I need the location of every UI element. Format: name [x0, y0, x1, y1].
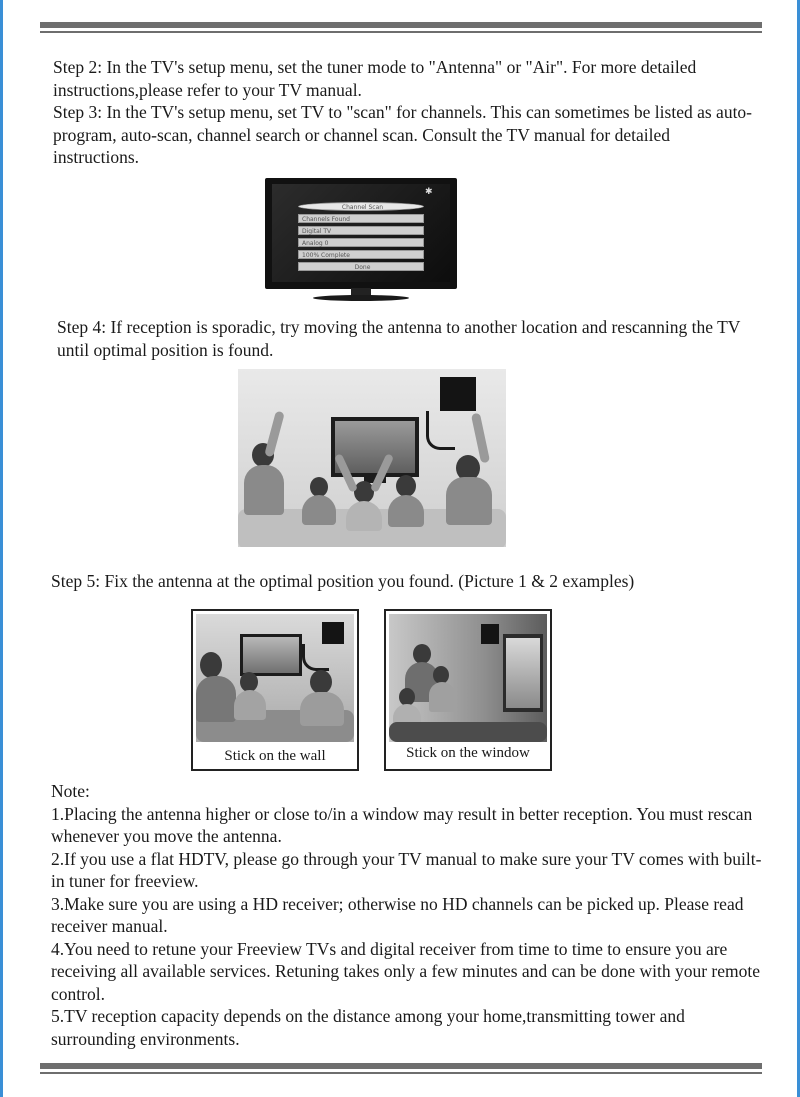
note-item: 5.TV reception capacity depends on the distance among your home,transmitting tower and surrounding environments. [51, 1006, 685, 1049]
note-item: 2.If you use a flat HDTV, please go through your TV manual to make sure your TV comes with built-in tuner for freeview. [51, 848, 762, 891]
bottom-rule [40, 1063, 762, 1074]
step-5-text: Step 5: Fix the antenna at the optimal position you found. (Picture 1 & 2 examples) [51, 571, 635, 591]
window-caption: Stick on the window [406, 745, 530, 761]
step-3-text: Step 3: In the TV's setup menu, set TV to "scan" for channels. This can sometimes be listed as auto-program, auto-scan, channel search or channel scan. Consult the TV manual for detailed instructions. [53, 102, 753, 167]
menu-row-channels-found: Channels Found [298, 214, 424, 223]
wall-example-frame [191, 609, 359, 771]
menu-row-digital-tv: Digital TV [298, 226, 424, 235]
menu-row-complete: 100% Complete [298, 250, 424, 259]
notes-block [51, 780, 773, 1050]
wall-caption: Stick on the wall [224, 748, 326, 764]
notes-heading: Note: [51, 781, 90, 801]
note-item: 3.Make sure you are using a HD receiver; otherwise no HD channels can be picked up. Please read receiver manual. [51, 893, 744, 936]
step-4-block [57, 316, 757, 361]
left-border [0, 0, 3, 1097]
menu-row-done: Done [298, 262, 424, 271]
note-item: 1.Placing the antenna higher or close to/in a window may result in better reception. You must rescan whenever you move the antenna. [51, 803, 753, 846]
window-example-image [389, 614, 547, 742]
tv-channel-scan-image [265, 178, 457, 304]
top-rule [40, 22, 762, 33]
wall-example-image [196, 614, 354, 742]
step-2-text: Step 2: In the TV's setup menu, set the tuner mode to "Antenna" or "Air". For more detailed instructions,please refer to your TV manual. [53, 57, 697, 100]
gear-icon: ✱ [425, 187, 433, 197]
window-example-frame [384, 609, 552, 771]
menu-row-analog: Analog 0 [298, 238, 424, 247]
step-5-block [51, 570, 751, 593]
step-4-text: Step 4: If reception is sporadic, try moving the antenna to another location and rescanning the TV until optimal position is found. [57, 317, 741, 360]
family-watching-tv-image [238, 369, 506, 547]
menu-row-channel-scan: Channel Scan [298, 202, 424, 211]
note-item: 4.You need to retune your Freeview TVs and digital receiver from time to time to ensure you are receiving all available services. Retuning takes only a few minutes and can be done with your remote control. [51, 938, 760, 1004]
steps-2-3-block [53, 56, 753, 169]
